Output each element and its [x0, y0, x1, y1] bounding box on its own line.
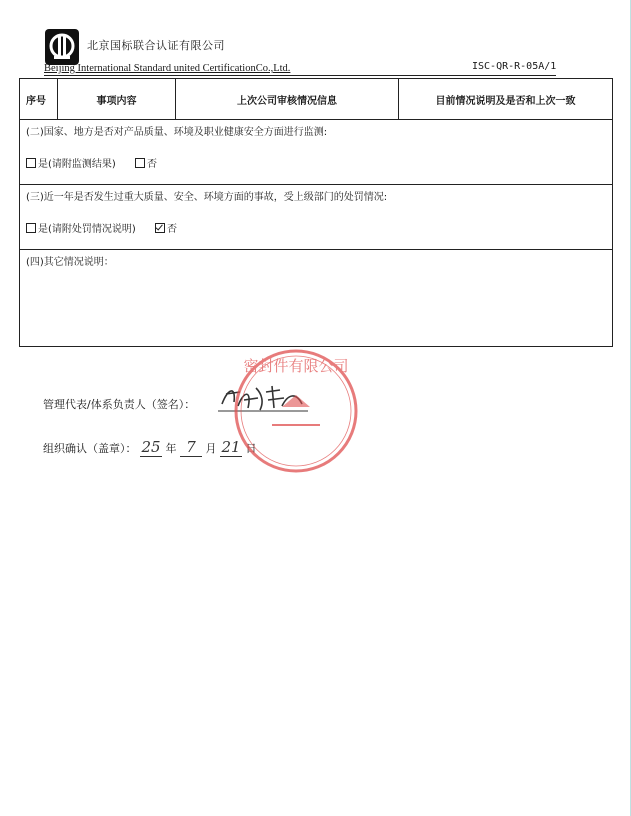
- year-unit: 年: [165, 442, 177, 455]
- option-no-label: 否: [147, 159, 157, 170]
- company-seal-stamp: [232, 347, 360, 475]
- section-title: (四)其它情况说明：: [26, 257, 114, 268]
- option-yes[interactable]: [26, 155, 116, 170]
- option-no[interactable]: [135, 155, 157, 170]
- representative-label: 管理代表/体系负责人（签名）：: [43, 398, 196, 411]
- table-row: [20, 120, 613, 185]
- header-cell-last-audit: 上次公司审核情况信息: [176, 79, 399, 120]
- header-divider: [44, 75, 556, 76]
- section-title: (二)国家、地方是否对产品质量、环境及职业健康安全方面进行监测:: [26, 127, 328, 138]
- section-title: (三)近一年是否发生过重大质量、安全、环境方面的事故，受上级部门的处罚情况:: [26, 192, 388, 203]
- section-monitoring: [20, 120, 613, 185]
- month-unit: 月: [205, 442, 217, 455]
- seal-text: 密封件有限公司: [243, 357, 349, 375]
- checkbox-no-checked[interactable]: [155, 223, 165, 233]
- section-other-notes: [20, 250, 613, 347]
- company-name-cn: 北京国标联合认证有限公司: [87, 39, 225, 52]
- document-code: ISC-QR-R-05A/1: [472, 61, 557, 72]
- date-day: 21: [221, 438, 241, 456]
- table-header-row: [20, 79, 613, 120]
- checkbox-yes[interactable]: [26, 158, 36, 168]
- option-yes[interactable]: [26, 220, 136, 235]
- option-group: [26, 220, 606, 235]
- review-form-table: [19, 78, 613, 347]
- option-yes-label: 是(请附处罚情况说明): [38, 224, 136, 235]
- representative-signature-line: [43, 396, 195, 412]
- confirm-label: 组织确认（盖章）：: [43, 442, 137, 455]
- company-logo-icon: [44, 28, 80, 66]
- company-name-en: Beijing International Standard united CertificationCo.,Ltd.: [44, 63, 291, 74]
- option-yes-label: 是(请附监测结果): [38, 159, 116, 170]
- table-row: [20, 250, 613, 347]
- table-row: [20, 185, 613, 250]
- header-cell-current-status: 目前情况说明及是否和上次一致: [399, 79, 613, 120]
- checkbox-yes[interactable]: [26, 223, 36, 233]
- header-cell-index: 序号: [20, 79, 58, 120]
- section-accidents: [20, 185, 613, 250]
- organization-confirmation-line: [43, 438, 257, 457]
- checkbox-no[interactable]: [135, 158, 145, 168]
- option-group: [26, 155, 606, 170]
- date-year: 25: [141, 438, 161, 456]
- option-no-label: 否: [167, 224, 177, 235]
- header-cell-item: 事项内容: [58, 79, 176, 120]
- day-unit: 日: [245, 442, 257, 455]
- date-month: 7: [180, 438, 202, 457]
- option-no[interactable]: [155, 220, 177, 235]
